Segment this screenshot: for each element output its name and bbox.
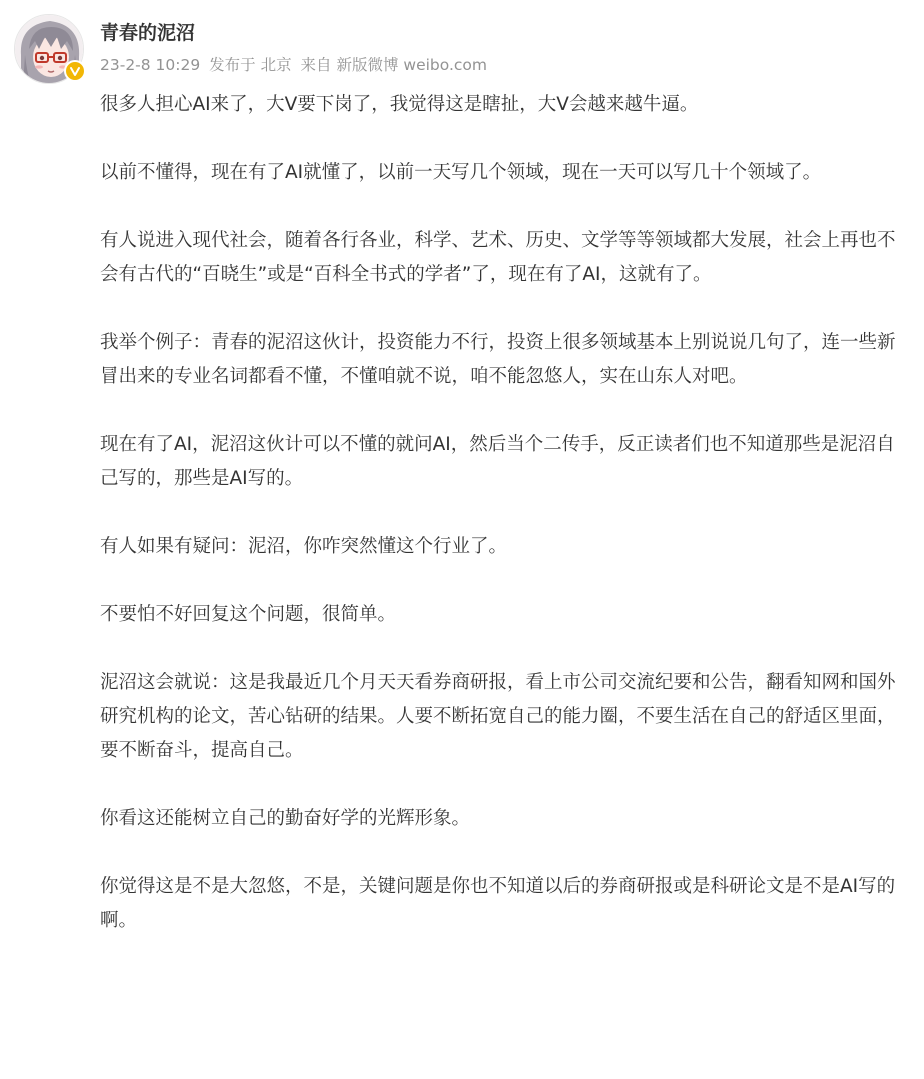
post-timestamp[interactable]: 23-2-8 10:29	[100, 56, 201, 74]
author-name-link[interactable]: 青春的泥沼	[100, 22, 196, 44]
post-paragraph: 你觉得这是不是大忽悠，不是，关键问题是你也不知道以后的券商研报或是科研论文是不是AI写的啊。	[100, 876, 896, 931]
post-paragraph: 泥沼这会就说：这是我最近几个月天天看券商研报，看上市公司交流纪要和公告，翻看知网和国外研究机构的论文，苦心钻研的结果。人要不断拓宽自己的能力圈，不要生活在自己的舒适区里面，要不断奋斗，提高自己。	[100, 672, 896, 761]
post-paragraph: 很多人担心AI来了，大V要下岗了，我觉得这是瞎扯，大V会越来越牛逼。	[100, 94, 699, 115]
post-source: 来自 新版微博 weibo.com	[300, 56, 488, 74]
post-location: 发布于 北京	[209, 56, 292, 74]
post-header	[100, 18, 900, 77]
post-meta	[100, 53, 900, 77]
post-paragraph: 有人说进入现代社会，随着各行各业，科学、艺术、历史、文学等等领域都大发展，社会上再也不会有古代的“百晓生”或是“百科全书式的学者”了，现在有了AI，这就有了。	[100, 230, 896, 285]
post-paragraph: 你看这还能树立自己的勤奋好学的光辉形象。	[100, 808, 471, 829]
post-paragraph: 不要怕不好回复这个问题，很简单。	[100, 604, 397, 625]
post-paragraph: 以前不懂得，现在有了AI就懂了，以前一天写几个领域，现在一天可以写几十个领域了。	[100, 162, 822, 183]
verified-badge-icon	[64, 60, 86, 82]
post-paragraph: 我举个例子：青春的泥沼这伙计，投资能力不行，投资上很多领域基本上别说说几句了，连一些新冒出来的专业名词都看不懂，不懂咱就不说，咱不能忽悠人，实在山东人对吧。	[100, 332, 896, 387]
post-paragraph: 有人如果有疑问：泥沼，你咋突然懂这个行业了。	[100, 536, 508, 557]
post-content	[100, 88, 900, 972]
author-avatar[interactable]	[14, 14, 84, 84]
post-paragraph: 现在有了AI，泥沼这伙计可以不懂的就问AI，然后当个二传手，反正读者们也不知道那些是泥沼自己写的，那些是AI写的。	[100, 434, 895, 489]
